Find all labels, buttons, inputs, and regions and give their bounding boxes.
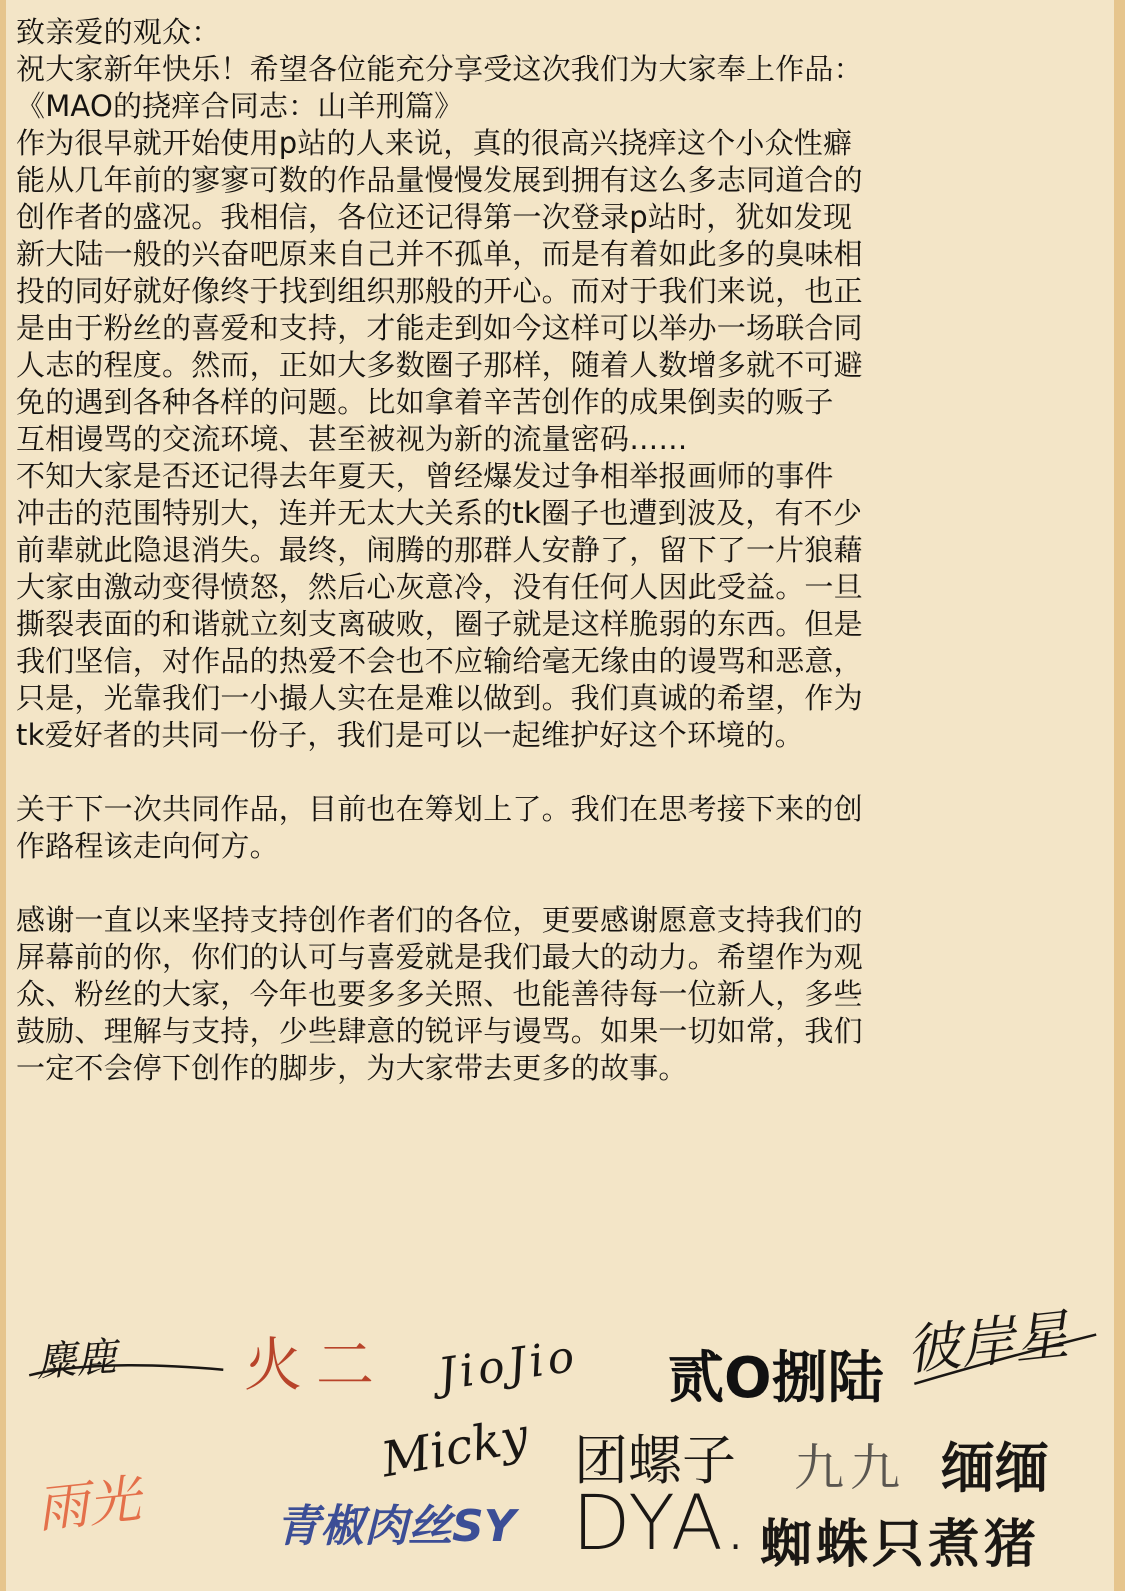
signature-11: 青椒肉丝SY [276, 1501, 516, 1552]
letter-line: 不知大家是否还记得去年夏天，曾经爆发过争相举报画师的事件 [16, 459, 834, 493]
signature-2: 火二 [244, 1331, 389, 1399]
signature-9: 缅缅 [941, 1437, 1049, 1500]
letter-line: 作路程该走向何方。 [16, 829, 279, 863]
paragraph-gap [16, 865, 1106, 902]
letter-line: 能从几年前的寥寥可数的作品量慢慢发展到拥有这么多志同道合的 [16, 163, 863, 197]
letter-line: 只是，光靠我们一小撮人实在是难以做到。我们真诚的希望，作为 [16, 681, 863, 715]
letter-line: 前辈就此隐退消失。最终，闹腾的那群人安静了，留下了一片狼藉 [16, 533, 863, 567]
signature-13: 蜘蛛只煮猪 [760, 1515, 1041, 1575]
signature-8: 九九 [794, 1439, 906, 1497]
letter-line: 屏幕前的你，你们的认可与喜爱就是我们最大的动力。希望作为观 [16, 940, 863, 974]
letter-line: 大家由激动变得愤怒，然后心灰意冷，没有任何人因此受益。一旦 [16, 570, 863, 604]
signature-4: 贰O捌陆 [668, 1346, 884, 1411]
letter-line: 众、粉丝的大家，今年也要多多关照、也能善待每一位新人，多些 [16, 977, 863, 1011]
letter-line: 免的遇到各种各样的问题。比如拿着辛苦创作的成果倒卖的贩子 [16, 385, 834, 419]
letter-line: 新大陆一般的兴奋吧原来自己并不孤单，而是有着如此多的臭味相 [16, 237, 863, 271]
letter-line: 一定不会停下创作的脚步，为大家带去更多的故事。 [16, 1051, 688, 1085]
letter-body [16, 14, 1106, 1087]
letter-line: 冲击的范围特别大，连并无太大关系的tk圈子也遭到波及，有不少 [16, 496, 863, 530]
letter-sheet [6, 0, 1114, 1591]
letter-line: tk爱好者的共同一份子，我们是可以一起维护好这个环境的。 [16, 718, 804, 752]
letter-line: 关于下一次共同作品，目前也在筹划上了。我们在思考接下来的创 [16, 792, 863, 826]
signature-1: 麋鹿 [34, 1325, 118, 1387]
signature-3: JioJio [435, 1330, 582, 1401]
signature-5: 彼岸星 [902, 1292, 1071, 1386]
letter-line: 祝大家新年快乐！希望各位能充分享受这次我们为大家奉上作品： [16, 52, 863, 86]
letter-line: 《MAO的挠痒合同志：山羊刑篇》 [16, 89, 464, 123]
paragraph-gap [16, 754, 1106, 791]
letter-line: 作为很早就开始使用p站的人来说，真的很高兴挠痒这个小众性癖 [16, 126, 853, 160]
signature-7: 团螺子 [574, 1429, 736, 1492]
letter-line: 是由于粉丝的喜爱和支持，才能走到如今这样可以举办一场联合同 [16, 311, 863, 345]
letter-line: 投的同好就好像终于找到组织那般的开心。而对于我们来说，也正 [16, 274, 863, 308]
letter-line: 感谢一直以来坚持支持创作者们的各位，更要感谢愿意支持我们的 [16, 903, 863, 937]
letter-line: 创作者的盛况。我相信，各位还记得第一次登录p站时，犹如发现 [16, 200, 853, 234]
letter-line: 鼓励、理解与支持，少些肆意的锐评与谩骂。如果一切如常，我们 [16, 1014, 863, 1048]
signature-10: 雨光 [33, 1469, 144, 1541]
signature-12: DYA. [572, 1478, 750, 1567]
letter-line: 互相谩骂的交流环境、甚至被视为新的流量密码…… [16, 422, 688, 456]
letter-line: 我们坚信，对作品的热爱不会也不应输给毫无缘由的谩骂和恶意， [16, 644, 863, 678]
letter-line: 人志的程度。然而，正如大多数圈子那样，随着人数增多就不可避 [16, 348, 863, 382]
signature-6: Micky [377, 1407, 533, 1489]
letter-line: 致亲爱的观众： [16, 15, 221, 49]
letter-line: 撕裂表面的和谐就立刻支离破败，圈子就是这样脆弱的东西。但是 [16, 607, 863, 641]
